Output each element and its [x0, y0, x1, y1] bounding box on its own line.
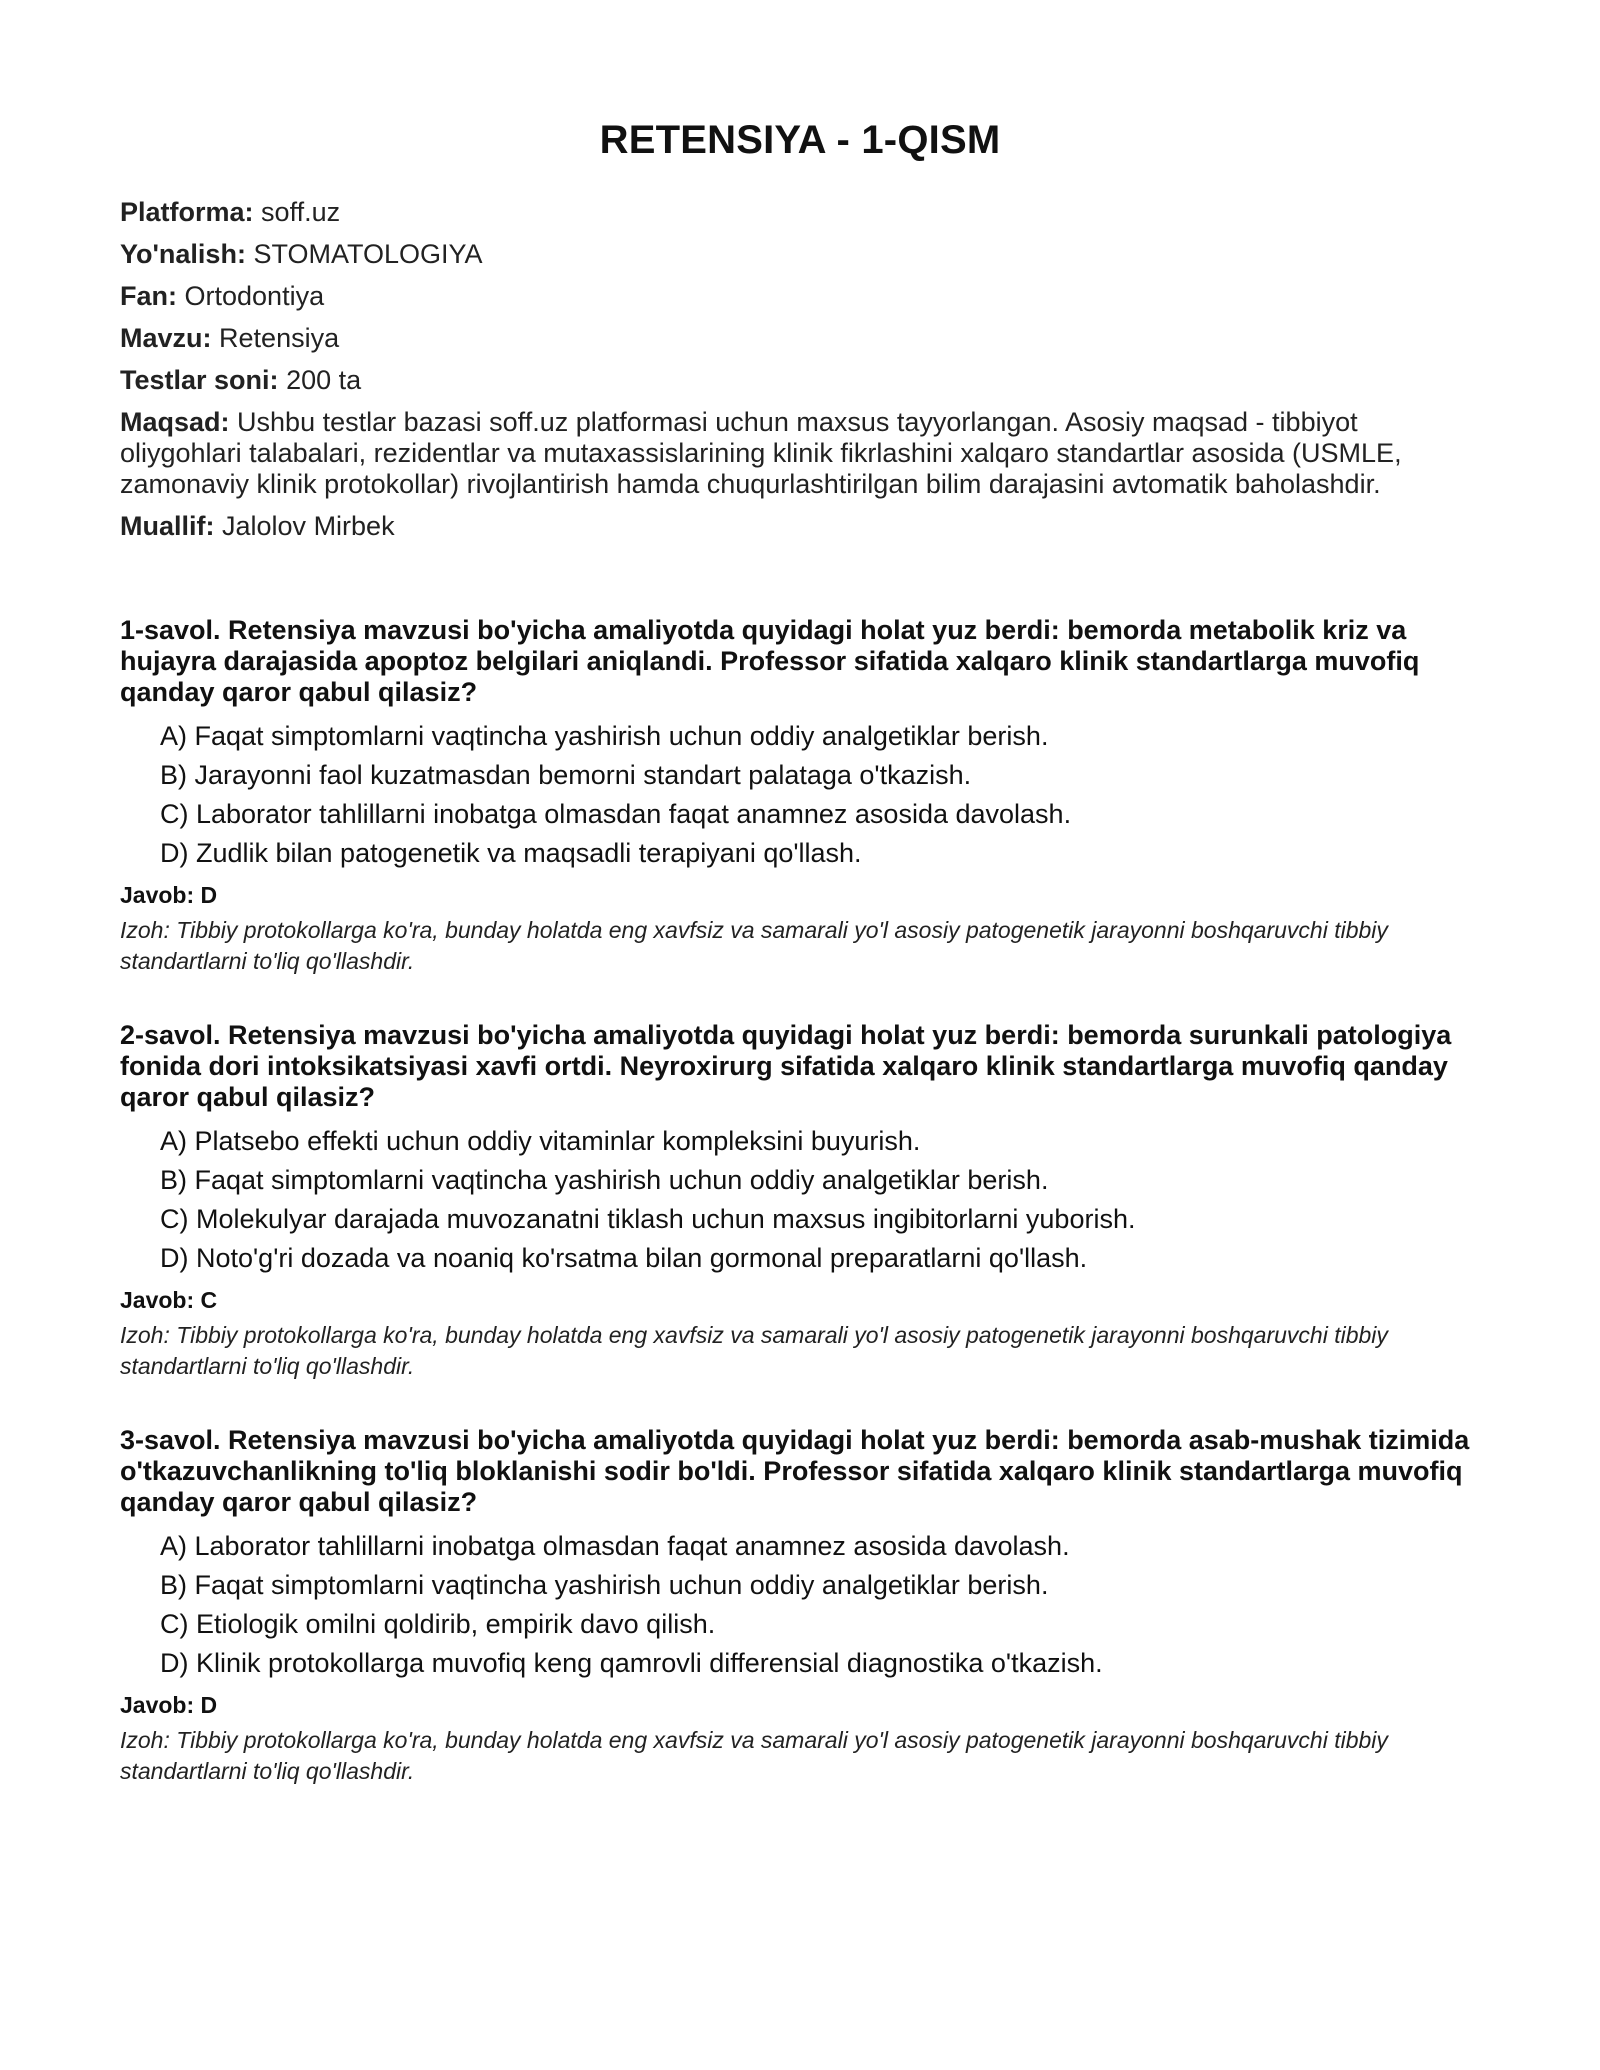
meta-platform [120, 197, 1480, 228]
question-text: 1-savol. Retensiya mavzusi bo'yicha amaliyotda quyidagi holat yuz berdi: bemorda metabolik kriz va hujayra darajasida apoptoz belgilari aniqlandi. Professor sifatida xalqaro klinik standartlarga muvofiq qanday qaror qabul qilasiz? [120, 615, 1420, 707]
option-a: A) Platsebo effekti uchun oddiy vitaminlar kompleksini buyurish. [160, 1126, 921, 1156]
answer: Javob: C [120, 1287, 218, 1313]
question-text: 3-savol. Retensiya mavzusi bo'yicha amaliyotda quyidagi holat yuz berdi: bemorda asab-mushak tizimida o'tkazuvchanlikning to'liq bloklanishi sodir bo'ldi. Professor sifatida xalqaro klinik standartlarga muvofiq qanday qaror qabul qilasiz? [120, 1425, 1470, 1517]
document-title: RETENSIYA - 1-QISM [599, 118, 1001, 162]
meta-value: Ushbu testlar bazasi soff.uz platformasi uchun maxsus tayyorlangan. Asosiy maqsad - tibbiyot oliygohlari talabalari, rezidentlar va mutaxassislarining klinik fikrlashini xalqaro standartlar asosida (USMLE, zamonaviy klinik protokollar) rivojlantirish hamda chuqurlashtirilgan bilim darajasini avtomatik baholashdir. [120, 407, 1402, 499]
explanation: Izoh: Tibbiy protokollarga ko'ra, bunday holatda eng xavfsiz va samarali yo'l asosiy patogenetik jarayonni boshqaruvchi tibbiy standartlarni to'liq qo'llashdir. [120, 917, 1388, 974]
question-text: 2-savol. Retensiya mavzusi bo'yicha amaliyotda quyidagi holat yuz berdi: bemorda surunkali patologiya fonida dori intoksikatsiyasi xavfi ortdi. Neyroxirurg sifatida xalqaro klinik standartlarga muvofiq qanday qaror qabul qilasiz? [120, 1020, 1452, 1112]
meta-key: Fan: [120, 281, 177, 311]
meta-key: Muallif: [120, 511, 215, 541]
meta-key: Yo'nalish: [120, 239, 246, 269]
section-spacer [120, 553, 1480, 615]
option-d: D) Noto'g'ri dozada va noaniq ko'rsatma bilan gormonal preparatlarni qo'llash. [160, 1243, 1088, 1273]
option-c: C) Etiologik omilni qoldirib, empirik davo qilish. [160, 1609, 716, 1639]
question-1 [120, 615, 1480, 977]
meta-key: Platforma: [120, 197, 254, 227]
meta-key: Maqsad: [120, 407, 230, 437]
meta-key: Mavzu: [120, 323, 212, 353]
question-2 [120, 1020, 1480, 1382]
meta-value: STOMATOLOGIYA [253, 239, 483, 269]
answer: Javob: D [120, 882, 218, 908]
option-a: A) Faqat simptomlarni vaqtincha yashirish uchun oddiy analgetiklar berish. [160, 721, 1049, 751]
meta-value: soff.uz [261, 197, 341, 227]
meta-value: 200 ta [286, 365, 362, 395]
meta-purpose [120, 407, 1480, 500]
meta-topic [120, 323, 1480, 354]
meta-key: Testlar soni: [120, 365, 279, 395]
meta-author [120, 511, 1480, 542]
option-a: A) Laborator tahlillarni inobatga olmasdan faqat anamnez asosida davolash. [160, 1531, 1070, 1561]
meta-value: Ortodontiya [184, 281, 325, 311]
meta-value: Retensiya [219, 323, 340, 353]
options-list [160, 721, 1480, 869]
question-3 [120, 1425, 1480, 1787]
option-c: C) Molekulyar darajada muvozanatni tiklash uchun maxsus ingibitorlarni yuborish. [160, 1204, 1136, 1234]
option-b: B) Faqat simptomlarni vaqtincha yashirish uchun oddiy analgetiklar berish. [160, 1570, 1049, 1600]
answer: Javob: D [120, 1692, 218, 1718]
options-list [160, 1531, 1480, 1679]
option-d: D) Zudlik bilan patogenetik va maqsadli terapiyani qo'llash. [160, 838, 862, 868]
meta-test-count [120, 365, 1480, 396]
option-d: D) Klinik protokollarga muvofiq keng qamrovli differensial diagnostika o'tkazish. [160, 1648, 1103, 1678]
option-c: C) Laborator tahlillarni inobatga olmasdan faqat anamnez asosida davolash. [160, 799, 1072, 829]
explanation: Izoh: Tibbiy protokollarga ko'ra, bunday holatda eng xavfsiz va samarali yo'l asosiy patogenetik jarayonni boshqaruvchi tibbiy standartlarni to'liq qo'llashdir. [120, 1322, 1388, 1379]
document-page [120, 118, 1480, 1830]
meta-direction [120, 239, 1480, 270]
option-b: B) Faqat simptomlarni vaqtincha yashirish uchun oddiy analgetiklar berish. [160, 1165, 1049, 1195]
meta-value: Jalolov Mirbek [222, 511, 395, 541]
meta-subject [120, 281, 1480, 312]
option-b: B) Jarayonni faol kuzatmasdan bemorni standart palataga o'tkazish. [160, 760, 972, 790]
options-list [160, 1126, 1480, 1274]
metadata-section [120, 197, 1480, 542]
explanation: Izoh: Tibbiy protokollarga ko'ra, bunday holatda eng xavfsiz va samarali yo'l asosiy patogenetik jarayonni boshqaruvchi tibbiy standartlarni to'liq qo'llashdir. [120, 1727, 1388, 1784]
